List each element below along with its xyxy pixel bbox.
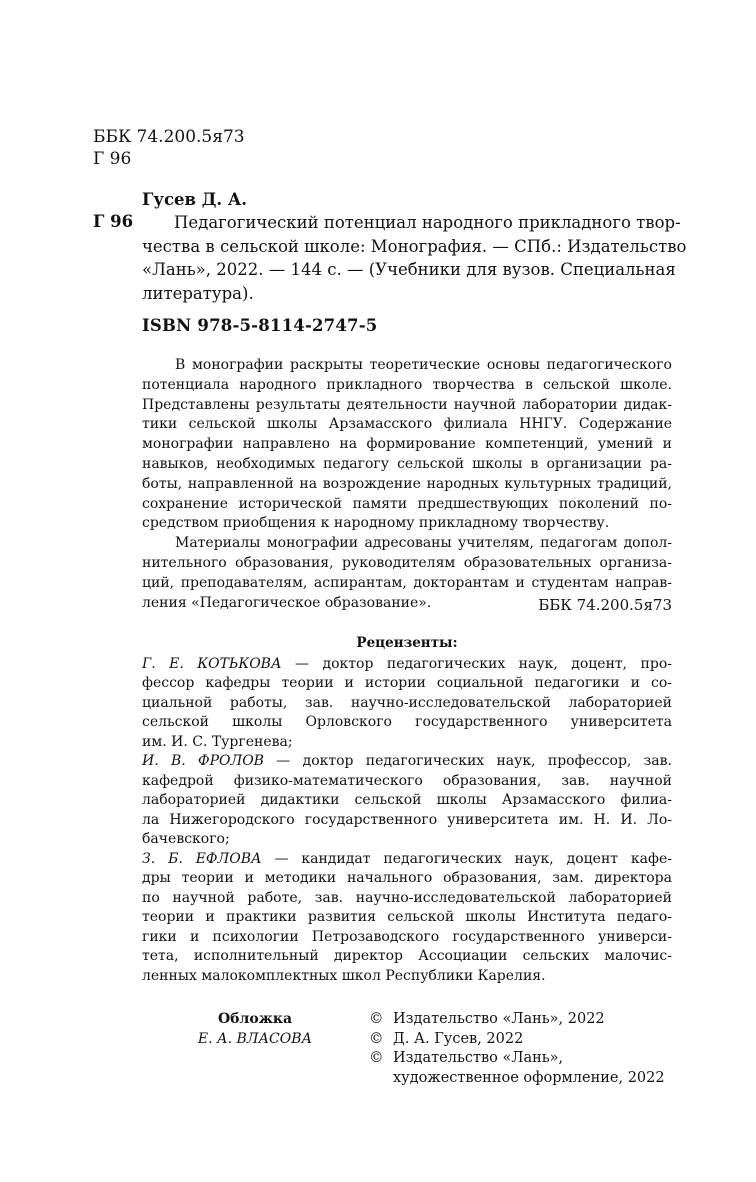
description-line: литература). xyxy=(142,283,254,303)
copyright-icon: © xyxy=(369,1050,384,1066)
abstract-line: В монографии раскрыты теоретические основы педагогического xyxy=(175,357,672,373)
cover-credit xyxy=(185,1010,325,1049)
abstract-line: навыков, необходимых педагогу сельской школы в организации ра- xyxy=(142,455,672,472)
reviewer-line: фессор кафедры теории и истории социальной педагогики и со- xyxy=(142,675,672,691)
abstract-line: средством приобщения к народному прикладному творчеству. xyxy=(142,515,610,532)
abstract-line: боты, направленной на возрождение народных культурных традиций, xyxy=(142,475,672,492)
reviewer-name: Г. Е. КОТЬКОВА xyxy=(142,655,282,672)
abstract-line: ций, преподавателям, аспирантам, докторантам и студентам направ- xyxy=(142,574,672,591)
copyright-text: Д. А. Гусев, 2022 xyxy=(393,1030,524,1047)
reviewer-line: гики и психологии Петрозаводского государственного универси- xyxy=(142,928,672,945)
reviewer-text: — доктор педагогических наук, профессор, зав. xyxy=(263,753,672,769)
reviewer-name: И. В. ФРОЛОВ xyxy=(142,753,264,769)
cover-label: Обложка xyxy=(217,1011,293,1027)
description-line: чества в сельской школе: Монография. — СПб.: Издательство xyxy=(142,236,687,256)
abstract-line: Материалы монографии адресованы учителям, педагогам допол- xyxy=(175,535,672,552)
bibliographic-description xyxy=(142,211,687,305)
abstract-line: потенциала народного прикладного творчества в сельской школе. xyxy=(142,376,672,393)
reviewer-line: лабораторией дидактики сельской школы Арзамасского филиа- xyxy=(142,792,672,808)
reviewer-line: бачевского; xyxy=(142,831,230,847)
abstract-line: тики сельской школы Арзамасского филиала ННГУ. Содержание xyxy=(142,416,672,433)
author-mark: Г 96 xyxy=(93,149,132,169)
abstract-line: сохранение исторической памяти предшествующих поколений по- xyxy=(142,495,672,512)
abstract-line: ления «Педагогическое образование». xyxy=(142,594,432,611)
copyright-text-continued: художественное оформление, 2022 xyxy=(393,1069,665,1086)
reviewer-text: — кандидат педагогических наук, доцент кафе- xyxy=(261,850,673,867)
isbn: ISBN 978-5-8114-2747-5 xyxy=(142,316,378,335)
bbk-classification-right: ББК 74.200.5я73 xyxy=(538,596,672,614)
reviewer-line xyxy=(142,655,672,675)
reviewer-line: тета, исполнительный директор Ассоциации сельских малочис- xyxy=(142,948,672,964)
bbk-classification-top xyxy=(93,126,245,170)
reviewer-line xyxy=(142,850,672,870)
abstract-line: Представлены результаты деятельности научной лаборатории дидак- xyxy=(142,396,672,413)
reviewer-line: им. И. С. Тургенева; xyxy=(142,733,293,750)
reviewer-line xyxy=(142,752,672,772)
copyright-row xyxy=(369,1049,689,1069)
description-line: Педагогический потенциал народного прикладного твор- xyxy=(174,213,681,232)
copyright-row xyxy=(369,1030,689,1050)
copyright-icon: © xyxy=(369,1011,384,1027)
abstract-line: нительного образования, руководителям образовательных организа- xyxy=(142,554,672,571)
reviewer-line: ла Нижегородского государственного университета им. Н. И. Ло- xyxy=(142,811,672,828)
reviewer-line: по научной работе, зав. научно-исследовательской лабораторией xyxy=(142,889,672,906)
copyright-icon: © xyxy=(369,1030,384,1047)
reviewer-line: кафедрой физико-математического образования, зав. научной xyxy=(142,772,672,789)
bbk-code: ББК 74.200.5я73 xyxy=(93,127,245,147)
reviewers-block xyxy=(142,634,672,986)
reviewers-title: Рецензенты: xyxy=(356,635,458,651)
cover-designer: Е. А. ВЛАСОВА xyxy=(197,1030,313,1047)
copyright-row xyxy=(369,1010,689,1030)
copyright-block xyxy=(369,1010,689,1088)
author-name: Гусев Д. А. xyxy=(142,190,248,209)
reviewer-line: циальной работы, зав. научно-исследовательской лабораторией xyxy=(142,694,672,711)
author-code: Г 96 xyxy=(93,212,134,231)
copyright-text: Издательство «Лань», 2022 xyxy=(393,1011,605,1027)
description-line: «Лань», 2022. — 144 с. — (Учебники для вузов. Специальная xyxy=(142,260,676,280)
reviewer-line: сельской школы Орловского государственного университета xyxy=(142,714,672,730)
reviewer-line: теории и практики развития сельской школы Института педаго- xyxy=(142,909,672,925)
reviewer-name: З. Б. ЕФЛОВА xyxy=(142,850,262,867)
abstract xyxy=(142,356,672,613)
reviewer-text: — доктор педагогических наук, доцент, про- xyxy=(281,655,673,672)
reviewer-line: дры теории и методики начального образования, зам. директора xyxy=(142,870,672,886)
copyright-text: Издательство «Лань», xyxy=(393,1050,564,1066)
abstract-line: монографии направлено на формирование компетенций, умений и xyxy=(142,436,672,453)
reviewer-line: ленных малокомплектных школ Республики Карелия. xyxy=(142,967,546,984)
